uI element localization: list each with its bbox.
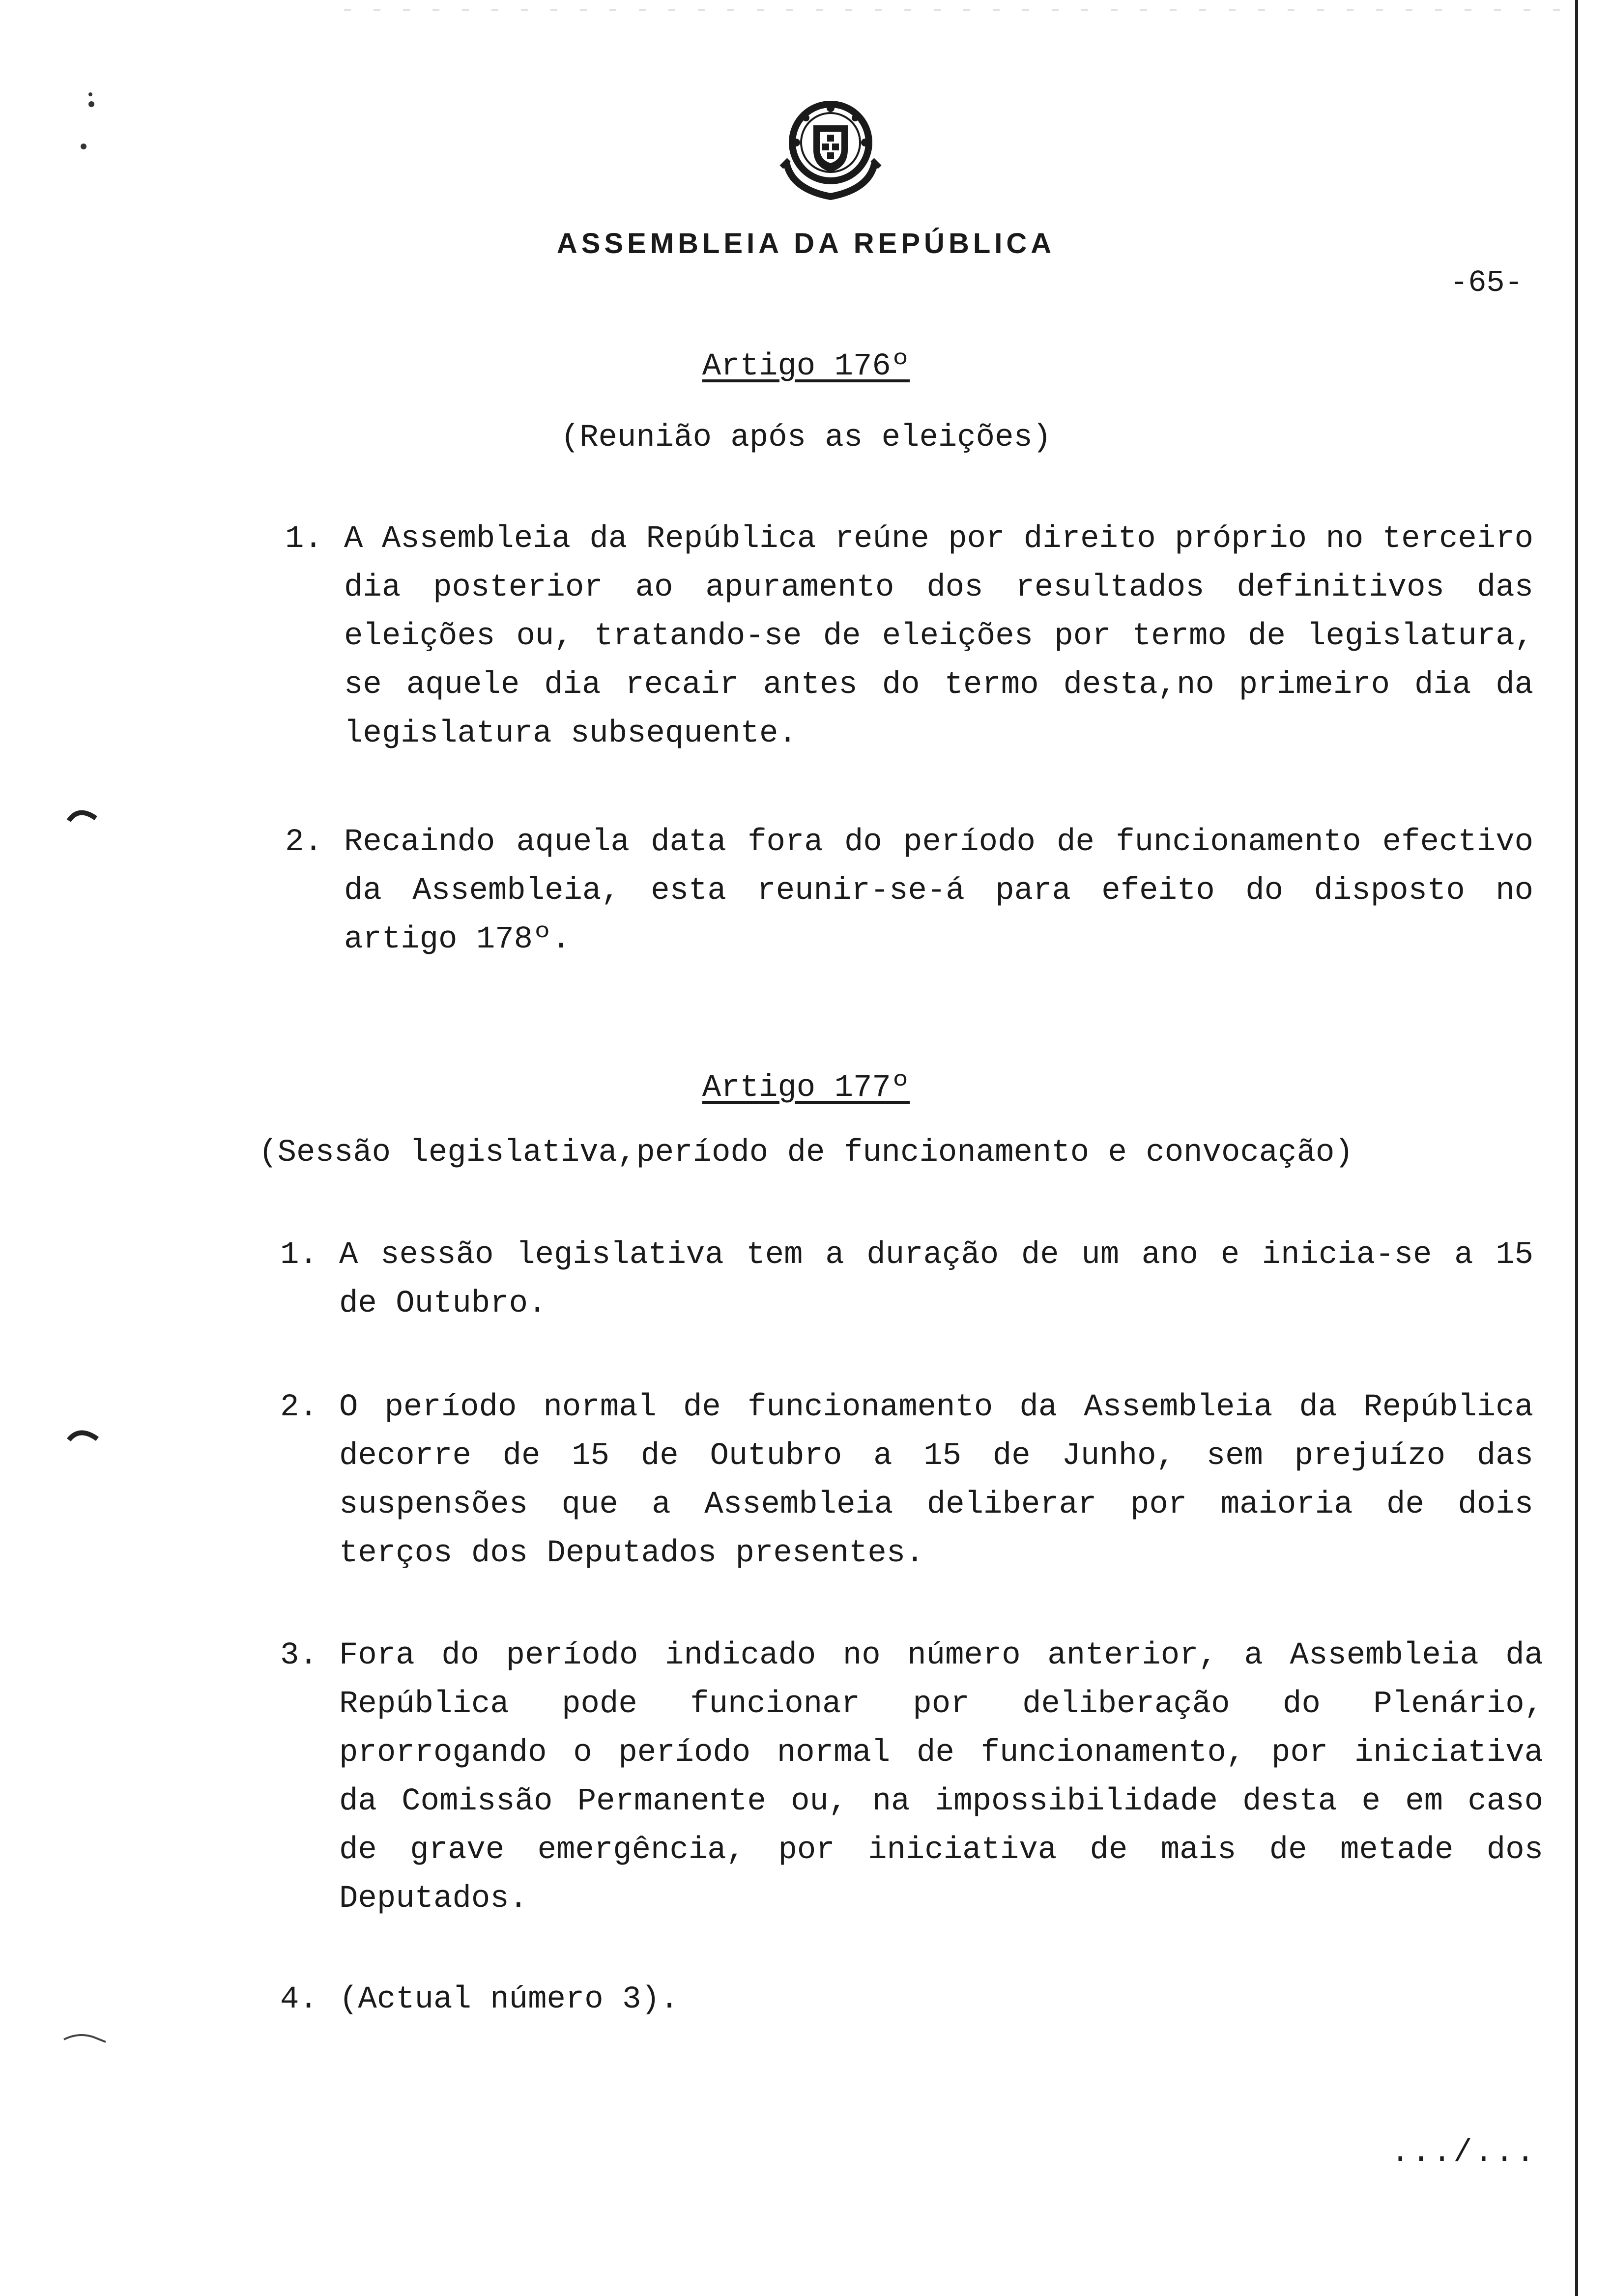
item-number: 4. xyxy=(280,1982,318,2017)
article-subtitle: (Sessão legislativa,período de funcionamento e convocação) xyxy=(259,1135,1353,1171)
item-text: Recaindo aquela data fora do período de funcionamento efectivo da Assembleia, esta reunir-se-á para efeito do disposto no artigo 178º. xyxy=(344,825,1553,957)
coat-of-arms-icon xyxy=(772,93,890,201)
item-text: Fora do período indicado no número anterior, a Assembleia da República pode funcionar por deliberação do Plenário, prorrogando o período normal de funcionamento, por iniciativa da Comissão Permanente ou, na impossibilidade desta e em caso de grave emergência, por iniciativa de mais de metade dos Deputados. xyxy=(339,1638,1562,1917)
item-number: 2. xyxy=(285,825,323,860)
continuation-mark: .../... xyxy=(1391,2135,1537,2171)
item-text: A sessão legislativa tem a duração de um ano e inicia-se a 15 de Outubro. xyxy=(339,1237,1553,1321)
article-item xyxy=(285,515,1553,758)
page-number: -65- xyxy=(1450,265,1523,300)
item-text: O período normal de funcionamento da Assembleia da República decorre de 15 de Outubro a 15 de Junho, sem prejuízo das suspensões que a Assembleia deliberar por maioria de dois terços dos Deputados presentes. xyxy=(339,1390,1553,1571)
article-item xyxy=(280,1231,1553,1328)
article-item xyxy=(280,1976,1533,2024)
item-text: (Actual número 3). xyxy=(339,1982,679,2017)
article-item xyxy=(285,818,1553,964)
item-number: 3. xyxy=(280,1638,318,1673)
item-number: 1. xyxy=(280,1237,318,1273)
article-title: Artigo 177º xyxy=(702,1070,910,1106)
item-number: 1. xyxy=(285,521,323,557)
article-subtitle: (Reunião após as eleições) xyxy=(560,420,1052,456)
article-item xyxy=(280,1632,1562,1923)
institution-header: ASSEMBLEIA DA REPÚBLICA xyxy=(556,228,1056,259)
item-text: A Assembleia da República reúne por direito próprio no terceiro dia posterior ao apuramento dos resultados definitivos das eleições ou, tratando-se de eleições por termo de legislatura, se aquele dia recair antes do termo desta,no primeiro dia da legislatura subsequente. xyxy=(344,521,1553,751)
article-title: Artigo 176º xyxy=(702,349,910,384)
item-number: 2. xyxy=(280,1390,318,1425)
scan-specks xyxy=(344,9,1573,11)
article-item xyxy=(280,1383,1553,1578)
